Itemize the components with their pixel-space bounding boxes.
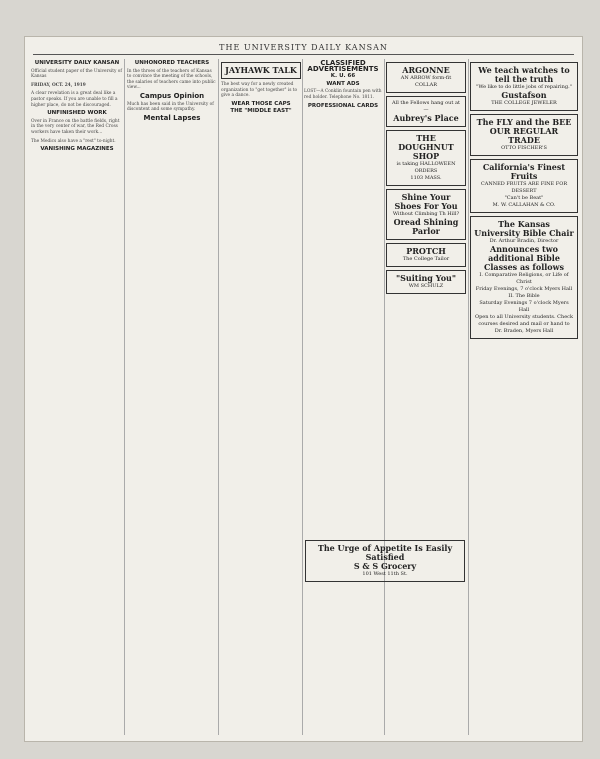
- column-editorial: [31, 59, 123, 735]
- campus-opinion-heading: Campus Opinion: [139, 91, 205, 100]
- classified-entry: LOST—A Conklin fountain pen with red holder. Telephone No. 1811.: [304, 89, 382, 100]
- editorial-body: A clear revelation is a great deal like a pastor speaks. If you are unable to fill a higher place, do not be discouraged.: [31, 91, 118, 108]
- article-body: In the throes of the teachers of Kansas to convince the meeting of the schools, the salaries of teachers came into public view...: [127, 68, 216, 91]
- article-heading: WEAR THOSE CAPS: [231, 100, 291, 107]
- classified-phone: K. U. 66: [330, 73, 356, 80]
- article-body: The best way for a newly created organization to "get together" is to give a dance.: [221, 82, 298, 99]
- column-opinion: [127, 59, 217, 735]
- bible-chair-ad: The Kansas University Bible Chair Dr. Arthur Bradin, Director Announces two additional Bible Classes as follows I. Comparative Religions, or Life of Christ Friday Evenings, 7 o'clock Myers Hall II. The Bible Saturday Evenings 7 o'clock Myers Hall Open to all University students. Check courses desired and mail or hand to Dr. Braden, Myers Hall: [470, 216, 578, 339]
- column-divider: [124, 59, 125, 735]
- shine-parlor-ad: Shine Your Shoes For You Without Climbing Th Hill? Oread Shining Parlor: [386, 189, 466, 240]
- paper-subtitle: Official student paper of the University of Kansas: [31, 68, 122, 80]
- column-ads-right: [470, 59, 578, 735]
- newspaper-page: [24, 36, 583, 742]
- editorial-heading: UNFINISHED WORK: [47, 110, 107, 117]
- column-divider: [468, 59, 469, 735]
- column-classified: [304, 59, 382, 735]
- doughnut-shop-ad: THE DOUGHNUT SHOP is taking HALLOWEEN ORDERS 1103 MASS.: [386, 130, 466, 186]
- editorial-heading: VANISHING MAGAZINES: [40, 146, 114, 153]
- column-divider: [384, 59, 385, 735]
- masthead: THE UNIVERSITY DAILY KANSAN: [219, 43, 388, 52]
- date-line: FRIDAY, OCT. 24, 1919: [31, 82, 86, 88]
- grocery-ad: The Urge of Appetite Is Easily Satisfied S & S Grocery 101 West 11th St.: [305, 537, 465, 585]
- professional-cards-heading: PROFESSIONAL CARDS: [307, 102, 379, 109]
- masthead-rule: [33, 54, 574, 55]
- article-heading: UNHONORED TEACHERS: [134, 60, 210, 66]
- jayhawk-talk-logo: JAYHAWK TALK: [221, 62, 301, 79]
- want-ads-heading: WANT ADS: [326, 80, 360, 87]
- schulz-ad: "Suiting You" WM SCHULZ: [386, 270, 466, 294]
- arrow-collar-ad: ARGONNE AN ARROW form-fit COLLAR: [386, 62, 466, 93]
- classified-title: CLASSIFIED ADVERTISEMENTS: [307, 59, 379, 73]
- column-divider: [302, 59, 303, 735]
- paper-title: UNIVERSITY DAILY KANSAN: [34, 60, 120, 66]
- article-body: Much has been said in the University of discontent and some sympathy.: [127, 101, 214, 113]
- callahan-ad: California's Finest Fruits CANNED FRUITS ARE FINE FOR DESSERT "Can't be Beat" M. W. CALLAHAN & CO.: [470, 159, 578, 213]
- article-heading: THE "MIDDLE EAST": [230, 108, 292, 115]
- editorial-body: The Medics also have a "rest" to-night.: [31, 138, 116, 144]
- mental-lapses-heading: Mental Lapses: [143, 113, 201, 122]
- column-jayhawk: [221, 59, 301, 735]
- column-ads: [386, 59, 466, 735]
- gustafson-ad: We teach watches to tell the truth "We like to do little jobs of repairing." Gustafson THE COLLEGE JEWELER: [470, 62, 578, 111]
- protch-ad: PROTCH The College Tailor: [386, 243, 466, 267]
- aubrey-ad: All the Fellows hang out at— Aubrey's Place: [386, 96, 466, 127]
- fly-bee-ad: The FLY and the BEE OUR REGULAR TRADE OTTO FISCHER'S: [470, 114, 578, 156]
- editorial-body: Over in France on the battle fields, right in the very center of war, the Red Cross workers have taken their work...: [31, 118, 120, 135]
- column-divider: [218, 59, 219, 735]
